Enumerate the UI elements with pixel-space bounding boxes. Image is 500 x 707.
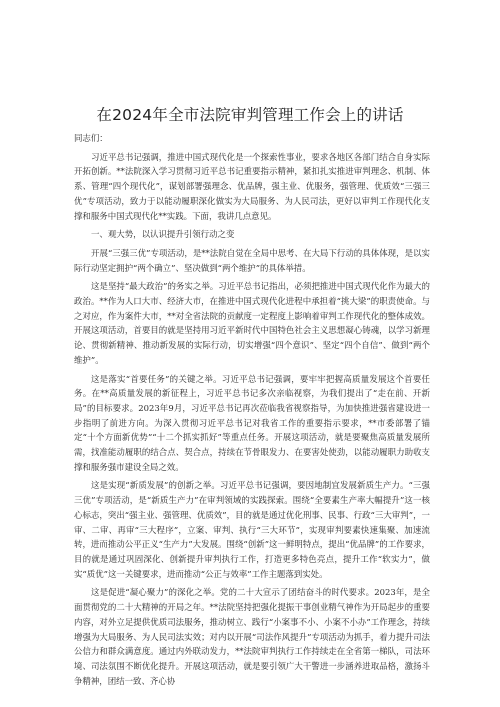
salutation: 同志们： [74,133,108,143]
paragraph: 这是促进“凝心聚力”的深化之举。党的二十大宣示了团结奋斗的时代要求。2023年，是全面贯彻党的二十大精神的开局之年。**法院坚持把强化提振干事创业精气神作为开局起步的重要内容，对外立足提供优质司法服务，推动树立、践行“小案事不小、小案不小办”工作理念，持续增强为大局服务、为人民司法实效；对内以开展“司法作风提升”专项活动为抓手，着力提升司法公信力和群众满意度。通过内外联动发力，**法院审判执行工作持续走在全省第一梯队，司法环境、司法氛围不断优化提升。开展这项活动，就是要引领广大干警进一步涵养进取品格，激扬斗争精神，团结一致、齐心协 [74,587,430,686]
paragraph: 这是坚持“最大政治”的务实之举。习近平总书记指出，必须把推进中国式现代化作为最大的政治。**作为人口大市、经济大市，在推进中国式现代化进程中承担着“挑大梁”的职责使命。与之对应，作为案件大市，**对全省法院的贡献度一定程度上影响着审判工作现代化的整体成效。开展这项活动，首要目的就是坚持用习近平新时代中国特色社会主义思想凝心铸魂，以学习新理论、贯彻新精神、推动新发展的实际行动，切实增强“四个意识”、坚定“四个自信”、做到“两个维护”。 [74,281,430,365]
paragraph: 开展“三强三优”专项活动，是**法院自觉在全局中思考、在大局下行动的具体体现，是以实际行动坚定拥护“两个确立”、坚决做到“两个维护”的具体举措。 [74,247,430,273]
section-heading: 一、观大势，以认识提升引领行动之变 [91,229,235,240]
paragraph: 这是实现“新质发展”的创新之举。习近平总书记强调，要因地制宜发展新质生产力。“三强三优”专项活动，是“新质生产力”在审判领域的实践探索。围绕“全要素生产率大幅提升”这一核心标志，突出“强主业、强管理、优质效”，目的就是通过优化刑事、民事、行政“三大审判”，一审、二审、再审“三大程序”，立案、审判、执行“三大环节”，实现审判要素快速集聚、加速流转，进而推动公平正义“生产力”大发展。围绕“创新”这一鲜明特点，提出“优品牌”的工作要求，目的就是通过巩固深化、创新提升审判执行工作，打造更多特色亮点，提升工作“软实力”，做实“质优”这一关键要求，进而推动“公正与效率”工作主题落到实处。 [74,480,430,579]
paragraph: 习近平总书记强调，推进中国式现代化是一个探索性事业，要求各地区各部门结合自身实际开拓创新。**法院深入学习贯彻习近平总书记重要指示精神，紧扣扎实推进审判理念、机制、体系、管理“四个现代化”，谋划部署强理念、优品牌，强主业、优服务，强管理、优质效“三强三优”专项活动，致力于以能动履职深化做实为大局服务、为人民司法，更好以审判工作现代化支撑和服务中国式现代化**实践。下面，我讲几点意见。 [74,151,430,221]
document-title: 在2024年全市法院审判管理工作会上的讲话 [96,106,404,124]
paragraph: 这是落实“首要任务”的关键之举。习近平总书记强调，要牢牢把握高质量发展这个首要任务。在**高质量发展的新征程上，习近平总书记多次亲临视察，为我们提出了“走在前、开新局”的目标要求。2023年9月，习近平总书记再次莅临我省视察指导，为加快推进强省建设进一步指明了前进方向。为深入贯彻习近平总书记对我省工作的重要指示要求，**市委部署了锚定“十个方面新优势”“十二个抓实抓好”等重点任务。开展这项活动，就是要聚焦高质量发展所需，找准能动履职的结合点、契合点，持续在节骨眼发力、在要害处使劲，以能动履职力助收支撑和服务强市建设全局之效。 [74,373,430,472]
document-body [74,131,430,688]
